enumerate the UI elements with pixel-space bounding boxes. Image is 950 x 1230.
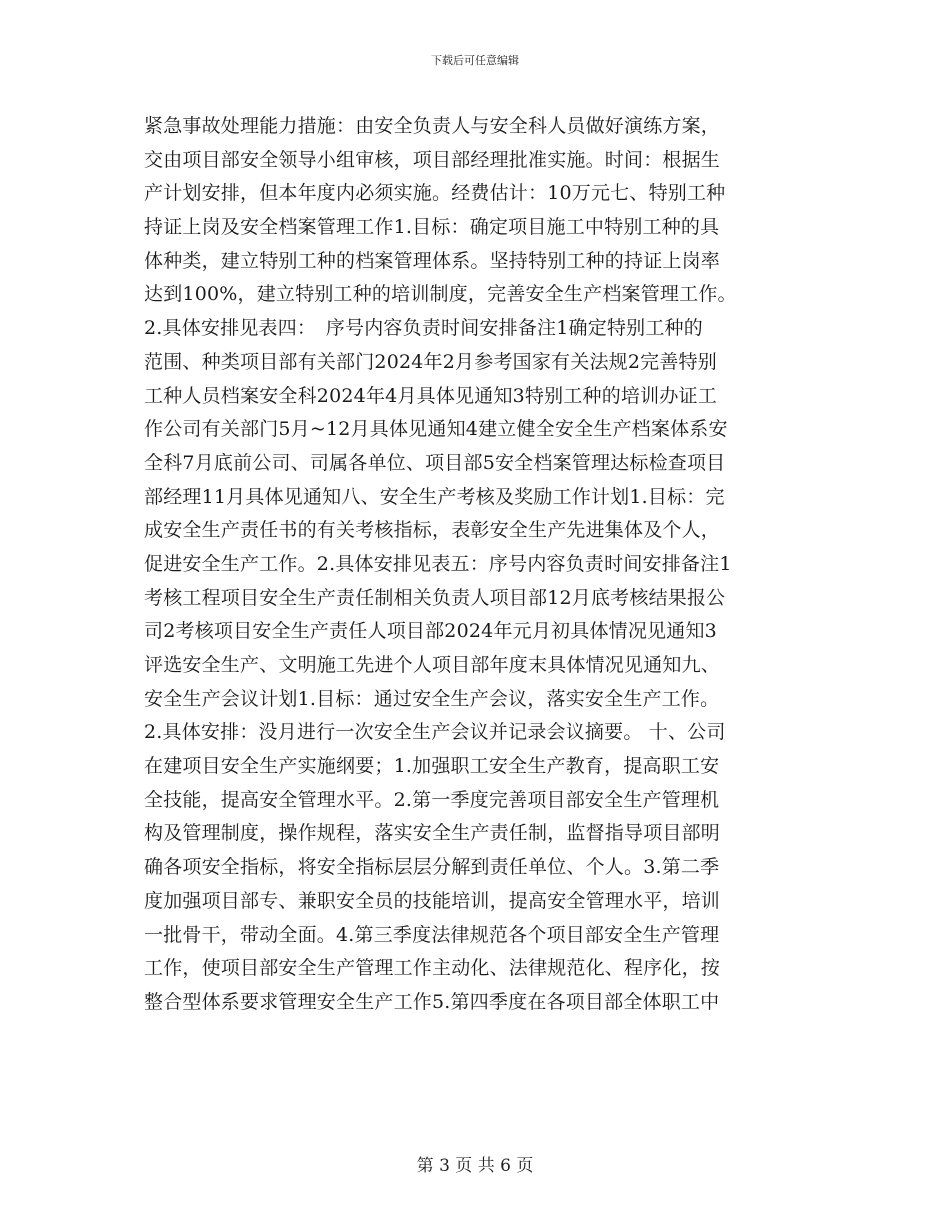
body-line: 成安全生产责任书的有关考核指标，表彰安全生产先进集体及个人， [144, 519, 721, 542]
body-line: 紧急事故处理能力措施：由安全负责人与安全科人员做好演练方案， [144, 115, 721, 137]
body-line: 范围、种类项目部有关部门2024年2月参考国家有关法规2完善特别 [144, 350, 717, 373]
body-line: 达到100%，建立特别工种的培训制度，完善安全生产档案管理工作。 [144, 283, 737, 306]
body-line: 持证上岗及安全档案管理工作1.目标：确定项目施工中特别工种的具 [144, 216, 720, 239]
body-line: 确各项安全指标，将安全指标层层分解到责任单位、个人。3.第二季 [144, 856, 720, 879]
document-body [144, 110, 812, 1020]
body-line: 安全生产会议计划1.目标：通过安全生产会议，落实安全生产工作。 [144, 687, 720, 710]
body-line: 产计划安排，但本年度内必须实施。经费估计：10万元七、特别工种 [144, 182, 726, 205]
body-line: 考核工程项目安全生产责任制相关负责人项目部12月底考核结果报公 [144, 586, 726, 609]
body-line: 构及管理制度，操作规程，落实安全生产责任制，监督指导项目部明 [144, 822, 721, 845]
body-line: 司2考核项目安全生产责任人项目部2024年元月初具体情况见通知3 [144, 620, 717, 643]
page-number-footer: 第 3 页 共 6 页 [416, 1156, 534, 1176]
body-line: 度加强项目部专、兼职安全员的技能培训，提高安全管理水平，培训 [144, 889, 721, 912]
body-line: 交由项目部安全领导小组审核，项目部经理批准实施。时间：根据生 [144, 148, 721, 171]
body-line: 在建项目安全生产实施纲要；1.加强职工安全生产教育，提高职工安 [144, 755, 720, 778]
body-line: 2.具体安排：没月进行一次安全生产会议并记录会议摘要。 十、公司 [144, 721, 726, 744]
body-line: 全科7月底前公司、司属各单位、项目部5安全档案管理达标检查项目 [144, 451, 726, 474]
body-line: 2.具体安排见表四： 序号内容负责时间安排备注1确定特别工种的 [144, 317, 703, 340]
body-line: 工种人员档案安全科2024年4月具体见通知3特别工种的培训办证工 [144, 384, 717, 407]
body-line: 工作，使项目部安全生产管理工作主动化、法律规范化、程序化，按 [144, 957, 721, 980]
body-line: 一批骨干，带动全面。4.第三季度法律规范各个项目部安全生产管理 [144, 923, 720, 946]
body-line: 体种类，建立特别工种的档案管理体系。坚持特别工种的持证上岗率 [144, 249, 721, 272]
body-line: 部经理11月具体见通知八、安全生产考核及奖励工作计划1.目标：完 [144, 485, 725, 508]
page-header-note: 下载后可任意编辑 [431, 54, 519, 67]
body-line: 促进安全生产工作。2.具体安排见表五：序号内容负责时间安排备注1 [144, 552, 732, 575]
body-line: 评选安全生产、文明施工先进个人项目部年度末具体情况见通知九、 [144, 654, 721, 676]
body-line: 全技能，提高安全管理水平。2.第一季度完善项目部安全生产管理机 [144, 788, 720, 811]
body-line: 整合型体系要求管理安全生产工作5.第四季度在各项目部全体职工中 [144, 990, 720, 1013]
body-line: 作公司有关部门5月~12月具体见通知4建立健全安全生产档案体系安 [144, 418, 728, 441]
